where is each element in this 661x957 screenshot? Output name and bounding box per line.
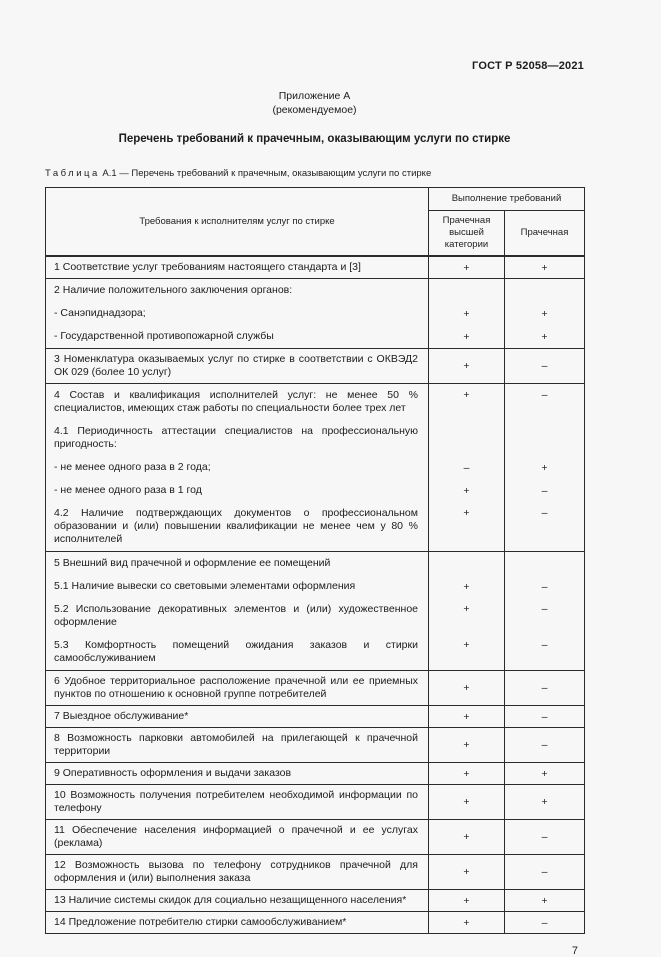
annex-heading: [45, 89, 584, 117]
table-row: [46, 302, 585, 325]
value-cell-regular: +: [505, 785, 585, 820]
table-row: [46, 634, 585, 671]
value-cell-premium: +: [429, 479, 505, 502]
value-cell-regular: –: [505, 349, 585, 384]
table-row: [46, 479, 585, 502]
table-row: [46, 384, 585, 421]
table-caption: [45, 168, 584, 179]
table-caption-label: Таблица: [45, 168, 100, 179]
column-header-requirements: Требования к исполнителям услуг по стирке: [139, 215, 335, 227]
table-block-7: [46, 706, 585, 728]
value-cell-regular: –: [505, 820, 585, 855]
table-row: [46, 349, 585, 384]
value-cell-regular: –: [505, 479, 585, 502]
table-row: [46, 706, 585, 728]
table-row: [46, 890, 585, 912]
value-cell-regular: –: [505, 575, 585, 598]
value-cell-premium: +: [429, 575, 505, 598]
table-header-row-group: [46, 188, 585, 211]
value-cell-premium: +: [429, 855, 505, 890]
table-row: [46, 671, 585, 706]
value-cell-regular: –: [505, 671, 585, 706]
requirement-cell: 5.3 Комфортность помещений ожидания заказов и стирки самообслуживанием: [54, 639, 418, 664]
value-cell-premium: +: [429, 912, 505, 934]
value-cell-regular: [505, 420, 585, 456]
table-caption-text: А.1 — Перечень требований к прачечным, оказывающим услуги по стирке: [102, 168, 432, 179]
requirement-cell: 8 Возможность парковки автомобилей на прилегающей к прачечной территории: [54, 732, 418, 757]
value-cell-premium: –: [429, 456, 505, 479]
requirement-cell: 9 Оперативность оформления и выдачи заказов: [54, 767, 292, 779]
requirement-cell: 3 Номенклатура оказываемых услуг по стирке в соответствии с ОКВЭД2 ОК 029 (более 10 услуг): [54, 353, 418, 378]
table-row: [46, 912, 585, 934]
table-row: [46, 502, 585, 552]
value-cell-regular: +: [505, 763, 585, 785]
requirement-cell: - Государственной противопожарной службы: [54, 330, 274, 342]
value-cell-premium: +: [429, 671, 505, 706]
table-block-3: [46, 349, 585, 384]
annex-label: Приложение А: [278, 90, 351, 102]
requirement-cell: 2 Наличие положительного заключения органов:: [54, 284, 293, 296]
requirement-cell: 6 Удобное территориальное расположение прачечной или ее приемных пунктов по отношению к основной группе потребителей: [54, 675, 418, 700]
annex-note: (рекомендуемое): [272, 104, 357, 116]
table-block-5: [46, 552, 585, 671]
table-row: [46, 279, 585, 303]
table-block-12: [46, 855, 585, 890]
value-cell-premium: [429, 420, 505, 456]
requirement-cell: - не менее одного раза в 1 год: [54, 484, 202, 496]
table-block-8: [46, 728, 585, 763]
value-cell-regular: +: [505, 890, 585, 912]
requirement-cell: 11 Обеспечение населения информацией о прачечной и ее услугах (реклама): [54, 824, 418, 849]
requirement-cell: 4 Состав и квалификация исполнителей услуг: не менее 50 % специалистов, имеющих стаж работы по специальности более трех лет: [54, 389, 418, 414]
table-block-14: [46, 912, 585, 934]
value-cell-regular: +: [505, 302, 585, 325]
requirement-cell: 4.1 Периодичность аттестации специалистов на профессиональную пригодность:: [54, 425, 418, 450]
requirement-cell: 12 Возможность вызова по телефону сотрудников прачечной для оформления и (или) выполнения заказа: [54, 859, 418, 884]
value-cell-premium: +: [429, 256, 505, 279]
value-cell-regular: –: [505, 384, 585, 421]
value-cell-premium: +: [429, 763, 505, 785]
requirement-cell: - Санэпиднадзора;: [54, 307, 146, 319]
table-row: [46, 763, 585, 785]
value-cell-premium: +: [429, 302, 505, 325]
table-block-10: [46, 785, 585, 820]
value-cell-premium: +: [429, 634, 505, 671]
requirement-cell: 5.1 Наличие вывески со световыми элементами оформления: [54, 580, 356, 592]
value-cell-premium: +: [429, 706, 505, 728]
table-header: [46, 188, 585, 257]
requirement-cell: 10 Возможность получения потребителем необходимой информации по телефону: [54, 789, 418, 814]
requirement-cell: 5 Внешний вид прачечной и оформление ее помещений: [54, 557, 331, 569]
value-cell-premium: +: [429, 728, 505, 763]
value-cell-regular: +: [505, 325, 585, 349]
table-row: [46, 820, 585, 855]
value-cell-regular: +: [505, 256, 585, 279]
value-cell-premium: +: [429, 502, 505, 552]
table-block-9: [46, 763, 585, 785]
requirement-cell: 4.2 Наличие подтверждающих документов о профессиональном образовании и (или) повышении квалификации не менее чем у 80 % исполнителей: [54, 507, 418, 545]
value-cell-regular: –: [505, 855, 585, 890]
page-number: 7: [571, 945, 578, 957]
table-row: [46, 256, 585, 279]
column-header-regular: Прачечная: [505, 211, 585, 257]
value-cell-premium: +: [429, 785, 505, 820]
table-block-2: [46, 279, 585, 349]
requirement-cell: 7 Выездное обслуживание*: [54, 710, 189, 722]
value-cell-premium: +: [429, 890, 505, 912]
value-cell-regular: –: [505, 706, 585, 728]
value-cell-premium: +: [429, 349, 505, 384]
value-cell-premium: [429, 279, 505, 303]
table-row: [46, 785, 585, 820]
table-row: [46, 552, 585, 576]
requirement-cell: - не менее одного раза в 2 года;: [54, 461, 211, 473]
table-block-11: [46, 820, 585, 855]
requirements-table: [45, 187, 585, 934]
value-cell-regular: –: [505, 598, 585, 634]
value-cell-regular: [505, 552, 585, 576]
doc-number: ГОСТ Р 52058—2021: [472, 60, 584, 72]
table-row: [46, 728, 585, 763]
table-block-6: [46, 671, 585, 706]
page-title: Перечень требований к прачечным, оказывающим услуги по стирке: [118, 133, 511, 145]
table-row: [46, 598, 585, 634]
value-cell-regular: –: [505, 728, 585, 763]
value-cell-regular: –: [505, 634, 585, 671]
requirement-cell: 1 Соответствие услуг требованиям настоящего стандарта и [3]: [54, 261, 361, 273]
value-cell-premium: [429, 552, 505, 576]
table-block-4: [46, 384, 585, 552]
value-cell-premium: +: [429, 325, 505, 349]
requirement-cell: 5.2 Использование декоративных элементов и (или) художественное оформление: [54, 603, 418, 628]
table-row: [46, 325, 585, 349]
value-cell-premium: +: [429, 820, 505, 855]
column-header-premium: Прачечная высшей категории: [429, 211, 505, 257]
value-cell-regular: [505, 279, 585, 303]
value-cell-regular: +: [505, 456, 585, 479]
value-cell-regular: –: [505, 912, 585, 934]
table-row: [46, 456, 585, 479]
value-cell-premium: +: [429, 598, 505, 634]
column-header-group: Выполнение требований: [429, 188, 585, 211]
page-content: [45, 60, 584, 957]
table-row: [46, 420, 585, 456]
value-cell-regular: –: [505, 502, 585, 552]
table-row: [46, 575, 585, 598]
requirement-cell: 13 Наличие системы скидок для социально незащищенного населения*: [54, 894, 407, 906]
table-block-1: [46, 256, 585, 279]
requirement-cell: 14 Предложение потребителю стирки самообслуживанием*: [54, 916, 347, 928]
value-cell-premium: +: [429, 384, 505, 421]
table-block-13: [46, 890, 585, 912]
table-row: [46, 855, 585, 890]
